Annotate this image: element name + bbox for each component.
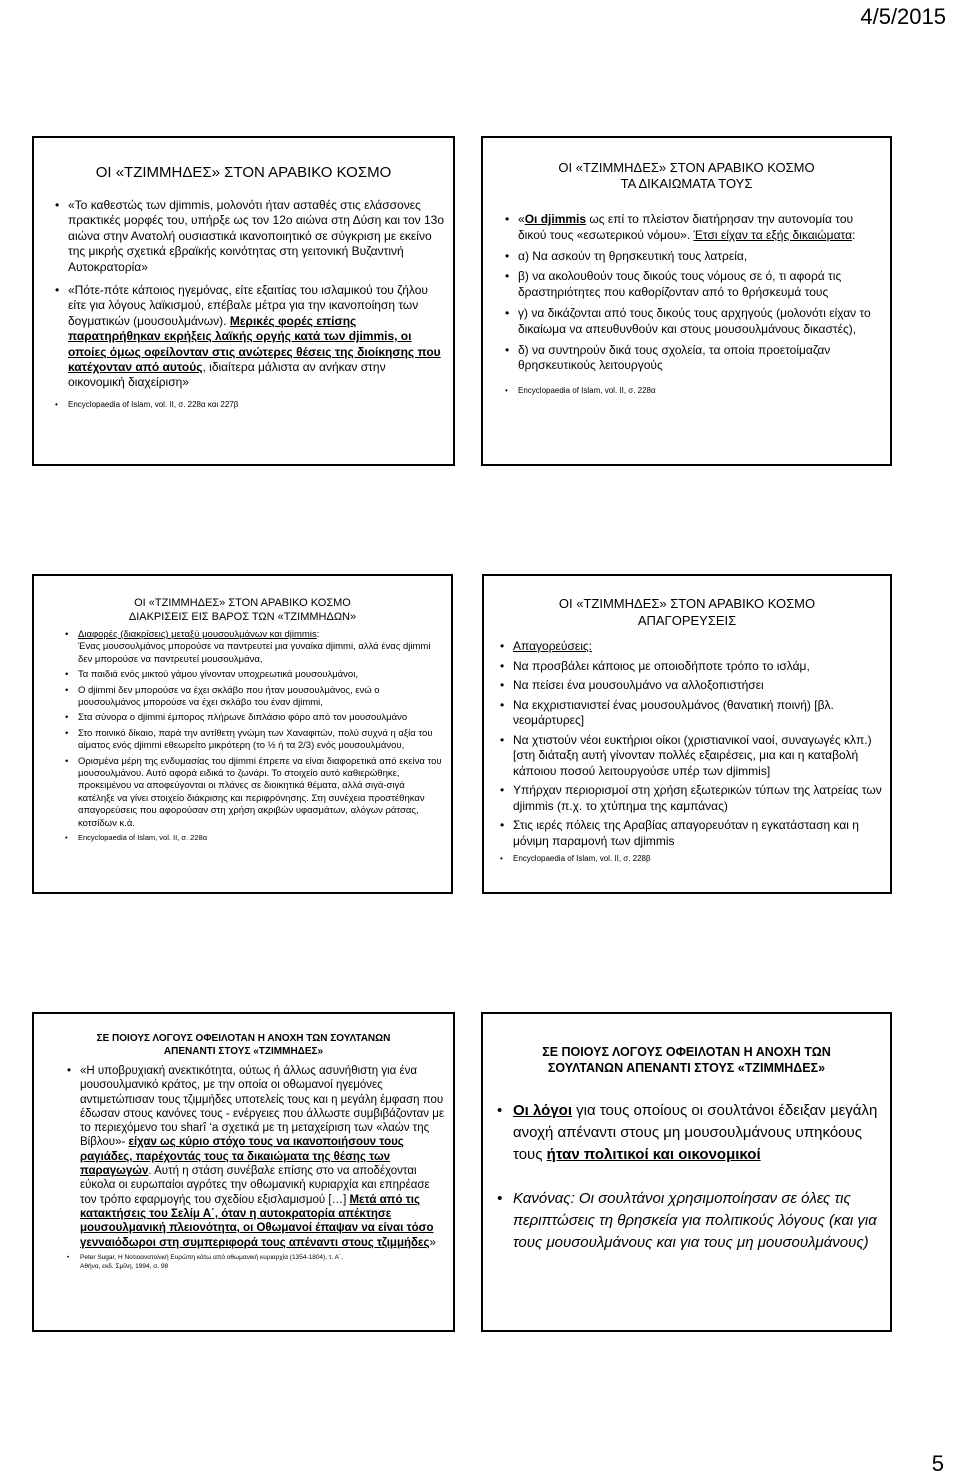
text: «Η υποβρυχιακή ανεκτικότητα, ούτως ή άλλως ασυνήθιστη για ένα μουσουλμανικό κράτος, με την οποία οι οθωμανοί ηγεμόνες αντιμετώπισαν τους τζιμμήδες υποτελείς τους και η μεγάλη έμφαση που έδωσαν στους κανόνες τους - ενέργειες που άλλωστε συμβιβάζονταν με το περιεχόμενο του sharî ‘a σχετικά με τη μεταχείριση των «λαών της Βίβλου»-	[80, 1065, 444, 1149]
text: ως επί το πλείστον διατήρησαν την αυτονομία του δικού τους «εσωτερικού νόμου».	[518, 212, 854, 242]
bullet-list	[34, 198, 453, 410]
bullet-item: • β) να ακολουθούν τους δικούς τους νόμους σε ό, τι αφορά τις δραστηριότητες που καθορίζονταν από το θρήσκευμά τους	[518, 269, 880, 301]
title-line: ΟΙ «ΤΖΙΜΜΗΔΕΣ» ΣΤΟΝ ΑΡΑΒΙΚΟ ΚΟΣΜΟ	[558, 160, 815, 175]
bullet-list	[483, 212, 890, 396]
text: :	[852, 227, 856, 242]
citation: • Encyclopaedia of Islam, vol. II, σ. 228α	[518, 385, 880, 396]
bullet-item: • Στις ιερές πόλεις της Αραβίας απαγορευόταν η εγκατάσταση και η μόνιμη παραμονή των djimmis	[513, 818, 884, 849]
title-line: ΣΟΥΛΤΑΝΩΝ ΑΠΕΝΑΝΤΙ ΣΤΟΥΣ «ΤΖΙΜΜΗΔΕΣ»	[547, 1061, 826, 1075]
underlined-text: Έτσι είχαν τα εξής δικαιώματα	[693, 227, 853, 242]
bullet-item: • Στα σύνορα ο djimmi έμπορος πλήρωνε διπλάσιο φόρο από τον μουσουλμάνο	[78, 712, 443, 724]
text: , ιδιαίτερα μάλιστα αν ανήκαν στην οικονομική διαχείριση»	[68, 360, 386, 390]
bullet-item: • Ο djimmi δεν μπορούσε να έχει σκλάβο που ήταν μουσουλμάνος, ενώ ο μουσουλμάνος μπορούσε να έχει σκλάβο του έναν djimmi,	[78, 685, 443, 710]
title-line: ΑΠΑΓΟΡΕΥΣΕΙΣ	[637, 613, 737, 628]
text: »	[429, 1236, 436, 1249]
bullet-item	[80, 1064, 445, 1250]
slide-title	[34, 596, 451, 624]
text: «	[518, 212, 525, 226]
citation	[80, 1253, 445, 1271]
citation: • Encyclopaedia of Islam, vol. II, σ. 228α και 227β	[68, 399, 445, 410]
text: «Πότε-πότε κάποιος ηγεμόνας, είτε εξαιτίας του ισλαμικού του ζήλου είτε για λόγους λαϊκισμού, επέβαλε μέτρα για την ικανοποίηση των δογματικών (μουσουλμάνων).	[68, 283, 428, 328]
bullet-item: • Να εκχριστιανιστεί ένας μουσουλμάνος (θανατική ποινή) [βλ. νεομάρτυρες]	[513, 698, 884, 729]
bullet-item	[518, 212, 880, 244]
bullet-list	[34, 629, 451, 843]
bullet-item: • δ) να συντηρούν δικά τους σχολεία, τα οποία προετοίμαζαν θρησκευτικούς λειτουργούς	[518, 343, 880, 375]
slide-prohibitions	[482, 574, 892, 894]
slide-discrimination	[32, 574, 453, 894]
citation: • Encyclopaedia of Islam, vol. II, σ. 228α	[78, 833, 443, 843]
bullet-item	[68, 283, 445, 391]
slide-title	[483, 160, 890, 192]
emphasis-text: ήταν πολιτικοί και οικονομικοί	[546, 1146, 761, 1163]
page-number: 5	[931, 1451, 944, 1476]
emphasis-text: Οι djimmis	[524, 212, 587, 226]
slide-djimmis-arab-world	[32, 136, 455, 466]
bullet-item: • Απαγορεύσεις:	[513, 639, 884, 655]
bullet-item: • Να χτιστούν νέοι ευκτήριοι οίκοι (χριστιανικοί ναοί, συναγωγές κλπ.) [στη διάταξη αυτή γίνονταν πολλές εξαιρέσεις, μια και η καταβολή κάποιου ποσού λειτουργούσε υπέρ των djimmis]	[513, 733, 884, 780]
slide-title	[483, 1044, 890, 1076]
page-date: 4/5/2015	[860, 4, 946, 29]
title-line: ΣΕ ΠΟΙΟΥΣ ΛΟΓΟΥΣ ΟΦΕΙΛΟΤΑΝ Η ΑΝΟΧΗ ΤΩΝ ΣΟΥΛΤΑΝΩΝ	[96, 1033, 391, 1044]
text: . Αυτή η στάση συνέβαλε επίσης στο να αποδέχονται εύκολα οι ευρωπαίοι αγρότες την οθωμανική κυριαρχία και επηρέασε τον τρόπο εφαρμογής του σχεδίου εξισλαμισμού […]	[80, 1165, 430, 1206]
underlined-text: Διαφορές (διακρίσεις) μεταξύ μουσουλμάνων και djimmis	[78, 629, 317, 640]
bullet-list	[484, 639, 890, 864]
bullet-item: • Ορισμένα μέρη της ενδυμασίας του djimmi έπρεπε να είναι διαφορετικά από εκείνα του μουσουλμάνου. Αυτό αφορά ειδικά το ζωνάρι. Το στοιχείο αυτό καθιερώθηκε, προκειμένου να αποφεύγονται οι πλάνες σε διοικητικά θέματα, αλλά σιγά-σιγά κατέληξε να γίνει στοιχείο διάκρισης και περιφρόνησης. Στη συνέχεια προστέθηκαν απαγορεύσεις που αφορούσαν στη χρήση ακριβών υφασμάτων, αλόγων ράτσας, κοτσίδων κ.ά.	[78, 756, 443, 830]
citation-line: Peter Sugar, Η Νοτιοανατολική Ευρώπη κάτω από οθωμανική κυριαρχία (1354-1804), τ. Α΄,	[80, 1253, 343, 1261]
bullet-list	[483, 1100, 890, 1254]
text: για τους οποίους οι σουλτάνοι έδειξαν μεγάλη ανοχή απέναντι στους μη μουσουλμάνους υπηκόους τους	[513, 1102, 878, 1163]
bullet-list	[34, 1064, 453, 1271]
bullet-item: • Υπήρχαν περιορισμοί στη χρήση εξωτερικών τύπων της λατρείας των djimmis (π.χ. το χτύπημα της καμπάνας)	[513, 783, 884, 814]
title-line: ΣΕ ΠΟΙΟΥΣ ΛΟΓΟΥΣ ΟΦΕΙΛΟΤΑΝ Η ΑΝΟΧΗ ΤΩΝ	[542, 1045, 831, 1059]
slide-tolerance-reasons-quote	[32, 1012, 455, 1332]
slide-title	[484, 595, 890, 629]
bullet-item: • α) Να ασκούν τη θρησκευτική τους λατρεία,	[518, 249, 880, 265]
bullet-item: • Τα παιδιά ενός μικτού γάμου γίνονταν υποχρεωτικά μουσουλμάνοι,	[78, 669, 443, 681]
bullet-item: • γ) να δικάζονται από τους δικούς τους αρχηγούς (μολονότι είχαν το δικαίωμα να απευθυνθούν και στους μουσουλμάνους δικαστές),	[518, 306, 880, 338]
bullet-item: • Στο ποινικό δίκαιο, παρά την αντίθετη γνώμη των Χαναφιτών, πολύ συχνά η αξία του αίματος ενός djimmi εθεωρείτο μικρότερη (το ½ ή τα 2/3) ενός μουσουλμάνου,	[78, 728, 443, 753]
emphasis-text: Οι λόγοι	[513, 1102, 572, 1119]
text: Ένας μουσουλμάνος μπορούσε να παντρευτεί μια γυναίκα djimmi, αλλά ένας djimmi δεν μπορούσε να παντρευτεί μουσουλμάνα,	[78, 641, 431, 665]
title-line: ΟΙ «ΤΖΙΜΜΗΔΕΣ» ΣΤΟΝ ΑΡΑΒΙΚΟ ΚΟΣΜΟ	[134, 597, 351, 609]
slide-title: ΟΙ «ΤΖΙΜΜΗΔΕΣ» ΣΤΟΝ ΑΡΑΒΙΚΟ ΚΟΣΜΟ	[95, 164, 392, 181]
emphasis-text: Μερικές φορές επίσης παρατηρήθηκαν εκρήξεις λαϊκής οργής κατά των djimmis, οι οποίες όμως οφείλονταν στις ανώτερες θέσεις της διοίκησης που κατέχονταν από αυτούς	[68, 313, 441, 375]
bullet-item: • Κανόνας: Οι σουλτάνοι χρησιμοποίησαν σε όλες τις περιπτώσεις τη θρησκεία για πολιτικούς λόγους (και για τους μουσουλμάνους και για τους μη μουσουλμάνους)	[513, 1188, 882, 1254]
bullet-item: • «Το καθεστώς των djimmis, μολονότι ήταν ασταθές στις ελάσσονες πρακτικές μορφές του, υπήρξε ως τον 12ο αιώνα στη Δύση και τον 13ο αιώνα στην Ανατολή ουσιαστικά ικανοποιητικό σε σύγκριση με εκείνο της μικρής σχετικά εβραϊκής κοινότητας στη γειτονική Βυζαντινή Αυτοκρατορία»	[68, 198, 445, 275]
title-line: ΤΑ ΔΙΚΑΙΩΜΑΤΑ ΤΟΥΣ	[620, 176, 753, 191]
slide-djimmis-rights	[481, 136, 892, 466]
title-line: ΑΠΕΝΑΝΤΙ ΣΤΟΥΣ «ΤΖΙΜΜΗΔΕΣ»	[163, 1046, 324, 1057]
citation: • Encyclopaedia of Islam, vol. II, σ. 228β	[513, 853, 884, 864]
citation-line: Αθήνα, εκδ. Σμίλη, 1994, σ. 98	[80, 1262, 169, 1270]
emphasis-text: Μετά από τις κατακτήσεις του Σελίμ Α΄, όταν η αυτοκρατορία απέκτησε μουσουλμανική πλειονότητα, οι Οθωμανοί έπαψαν να είναι τόσο γενναιόδωροι στη συμπεριφορά τους απέναντι στους τζιμμήδες	[80, 1193, 434, 1249]
text: :	[316, 629, 320, 640]
slide-tolerance-reasons	[481, 1012, 892, 1332]
emphasis-text: είχαν ως κύριο στόχο τους να ικανοποιήσουν τους ραγιάδες, παρέχοντάς τους τα δικαιώματα της θέσης των παραγωγών	[80, 1136, 404, 1178]
title-line: ΔΙΑΚΡΙΣΕΙΣ ΕΙΣ ΒΑΡΟΣ ΤΩΝ «ΤΖΙΜΜΗΔΩΝ»	[128, 611, 357, 623]
bullet-item: • Να πείσει ένα μουσουλμάνο να αλλοξοπιστήσει	[513, 678, 884, 694]
bullet-item	[78, 629, 443, 666]
bullet-item: • Να προσβάλει κάποιος με οποιοδήποτε τρόπο το ισλάμ,	[513, 659, 884, 675]
bullet-item	[513, 1100, 882, 1166]
title-line: ΟΙ «ΤΖΙΜΜΗΔΕΣ» ΣΤΟΝ ΑΡΑΒΙΚΟ ΚΟΣΜΟ	[558, 596, 816, 611]
slide-title	[34, 1032, 453, 1058]
